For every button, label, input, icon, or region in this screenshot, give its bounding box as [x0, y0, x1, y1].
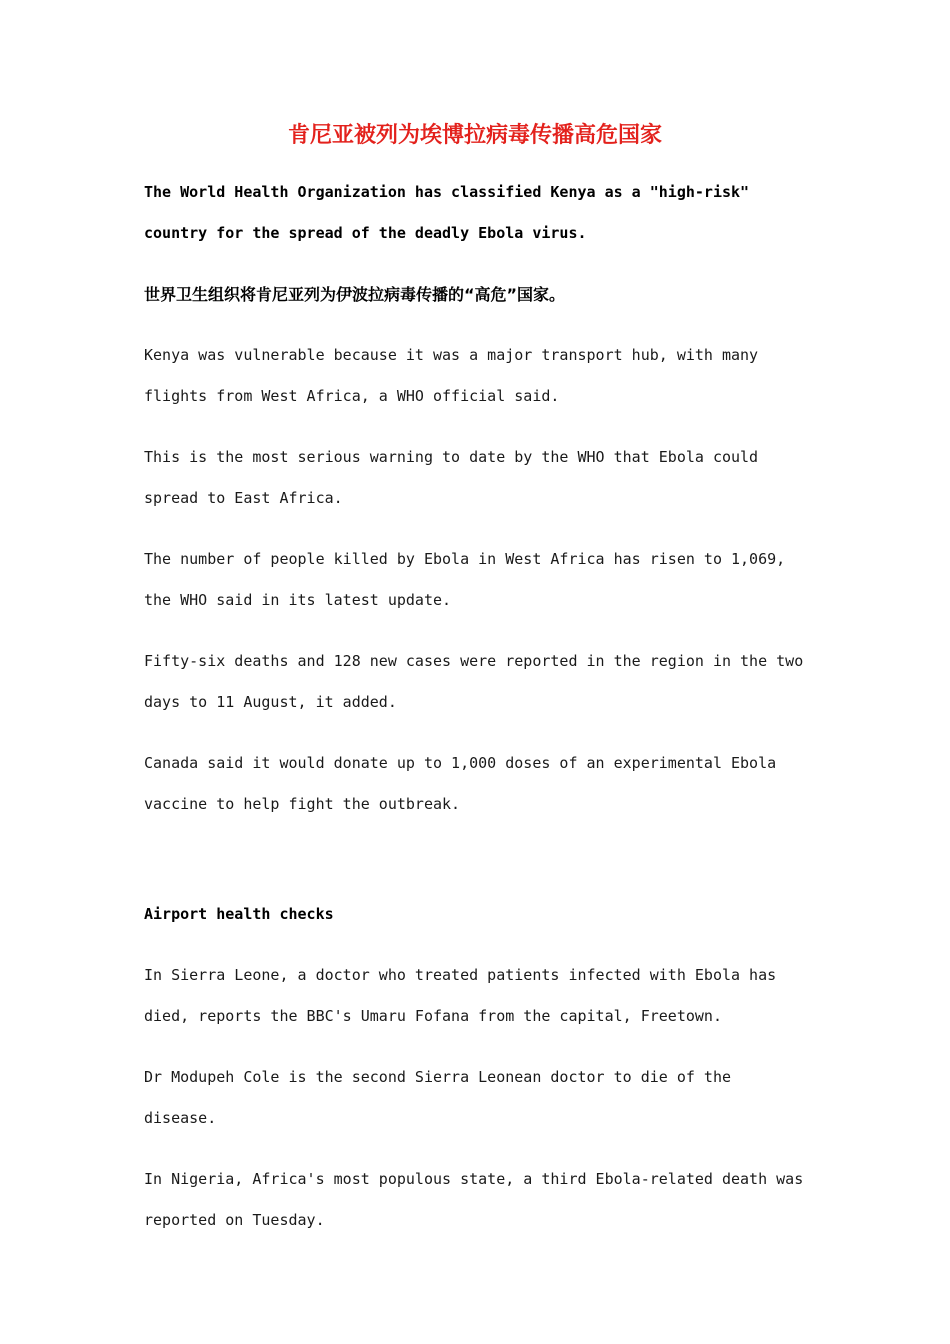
- spacer: [144, 621, 806, 641]
- body-paragraph: Kenya was vulnerable because it was a major transport hub, with many flights from West Africa, a WHO official said.: [144, 346, 768, 405]
- spacer: [144, 254, 806, 274]
- section-heading: Airport health checks: [144, 905, 334, 923]
- article-body: [144, 172, 813, 1241]
- spacer: [144, 723, 806, 743]
- body-paragraph: In Sierra Leone, a doctor who treated patients infected with Ebola has died, reports the BBC's Umaru Fofana from the capital, Freetown.: [144, 966, 786, 1025]
- body-paragraph: Dr Modupeh Cole is the second Sierra Leonean doctor to die of the disease.: [144, 1068, 741, 1127]
- spacer: [144, 825, 806, 894]
- spacer: [144, 519, 806, 539]
- lead-paragraph-en: The World Health Organization has classified Kenya as a "high-risk" country for the spread of the deadly Ebola virus.: [144, 183, 759, 242]
- spacer: [144, 417, 806, 437]
- body-paragraph: In Nigeria, Africa's most populous state, a third Ebola-related death was reported on Tuesday.: [144, 1170, 813, 1229]
- body-paragraph: The number of people killed by Ebola in West Africa has risen to 1,069, the WHO said in its latest update.: [144, 550, 795, 609]
- spacer: [144, 1037, 806, 1057]
- spacer: [144, 315, 806, 335]
- body-paragraph: Fifty-six deaths and 128 new cases were reported in the region in the two days to 11 August, it added.: [144, 652, 813, 711]
- body-paragraph: This is the most serious warning to date by the WHO that Ebola could spread to East Africa.: [144, 448, 768, 507]
- spacer: [144, 1139, 806, 1159]
- spacer: [144, 935, 806, 955]
- article-title: 肯尼亚被列为埃博拉病毒传播高危国家: [287, 123, 662, 148]
- lead-paragraph-zh: 世界卫生组织将肯尼亚列为伊波拉病毒传播的“高危”国家。: [144, 285, 566, 304]
- body-paragraph: Canada said it would donate up to 1,000 doses of an experimental Ebola vaccine to help fight the outbreak.: [144, 754, 786, 813]
